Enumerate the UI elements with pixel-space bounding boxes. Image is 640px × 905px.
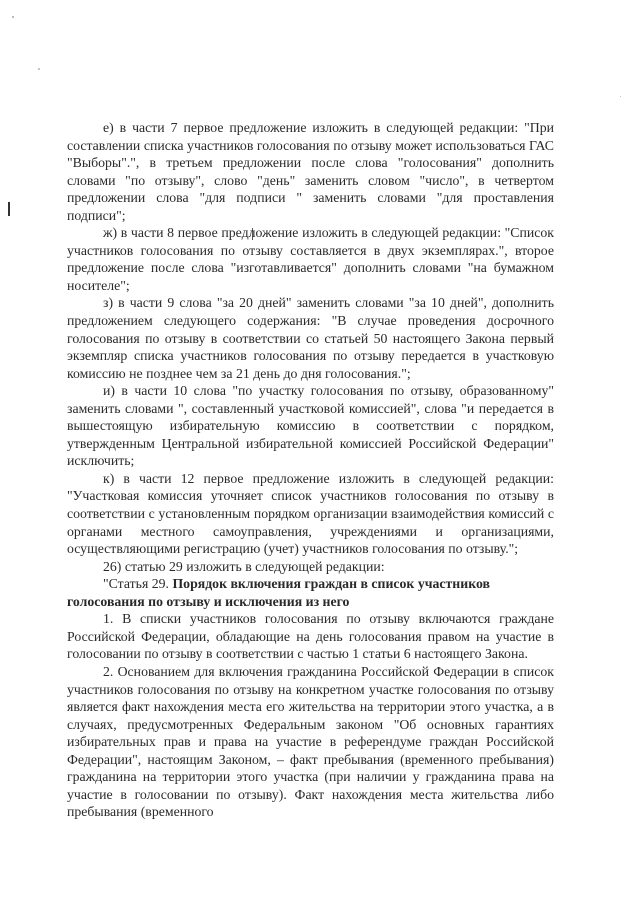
paragraph-26: 26) статью 29 изложить в следующей редакции: xyxy=(103,558,385,574)
article-heading xyxy=(67,575,554,593)
article-title-part2: голосования по отзыву и исключения из него xyxy=(67,593,350,609)
paragraph-z: з) в части 9 слова "за 20 дней" заменить словами "за 10 дней", дополнить предложением следующего содержания: "В случае проведения досрочного голосования по отзыву в соответствии со статьей 50 настоящего Закона первый экземпляр списка участников голосования по отзыву передается в участковую комиссию не позднее чем за 21 день до дня голосования."; xyxy=(67,295,554,381)
document-body xyxy=(67,119,554,821)
scan-speck xyxy=(38,68,40,70)
paragraph-e: е) в части 7 первое предложение изложить в следующей редакции: "При составлении списка участников голосования по отзыву может использоваться ГАС "Выборы".", в третьем предложении после слова "голосования" дополнить словами "по отзыву", слово "день" заменить словом "число", в четвертом предложении слова "для подписи " заменить словами "для проставления подписи"; xyxy=(67,120,554,223)
paragraph-k: к) в части 12 первое предложение изложить в следующей редакции: "Участковая комиссия уточняет список участников голосования по отзыву в соответствии с установленным порядком организации взаимодействия комиссий с органами местного самоуправления, учреждениями и организациями, осуществляющими регистрацию (учет) участников голосования по отзыву."; xyxy=(67,470,554,557)
article-prefix: "Статья 29. xyxy=(103,576,169,592)
scan-speck xyxy=(620,96,621,97)
paragraph-2: 2. Основанием для включения гражданина Российской Федерации в список участников голосования по отзыву на конкретном участке голосования по отзыву является факт нахождения места его жительства на территории этого участка, а в случаях, предусмотренных Федеральным законом "Об основных гарантиях избирательных прав и права на участие в референдуме граждан Российской Федерации", настоящим Законом, – факт пребывания (временного пребывания) гражданина на территории этого участка (при наличии у гражданина права на участие в голосовании по отзыву). Факт нахождения места жительства либо пребывания (временного xyxy=(67,663,554,820)
paragraph-i: и) в части 10 слова "по участку голосования по отзыву, образованному" заменить словами ", составленный участковой комиссией", слова "и передается в вышестоящую избирательную комиссию в соответствии с порядком, утвержденным Центральной избирательной комиссией Российской Федерации" исключить; xyxy=(67,383,554,469)
margin-mark xyxy=(8,202,10,216)
paragraph-zh: ж) в части 8 первое предложение изложить в следующей редакции: "Список участников голосования по отзыву составляется в двух экземплярах.", второе предложение после слова "изготавливается" дополнить словами "на бумажном носителе"; xyxy=(67,225,554,293)
paragraph-1: 1. В списки участников голосования по отзыву включаются граждане Российской Федерации, обладающие на день голосования правом на участие в голосовании по отзыву в соответствии с частью 1 статьи 6 настоящего Закона. xyxy=(67,611,554,662)
scan-speck xyxy=(12,16,14,18)
article-title-part1: Порядок включения граждан в список участников xyxy=(172,576,490,592)
